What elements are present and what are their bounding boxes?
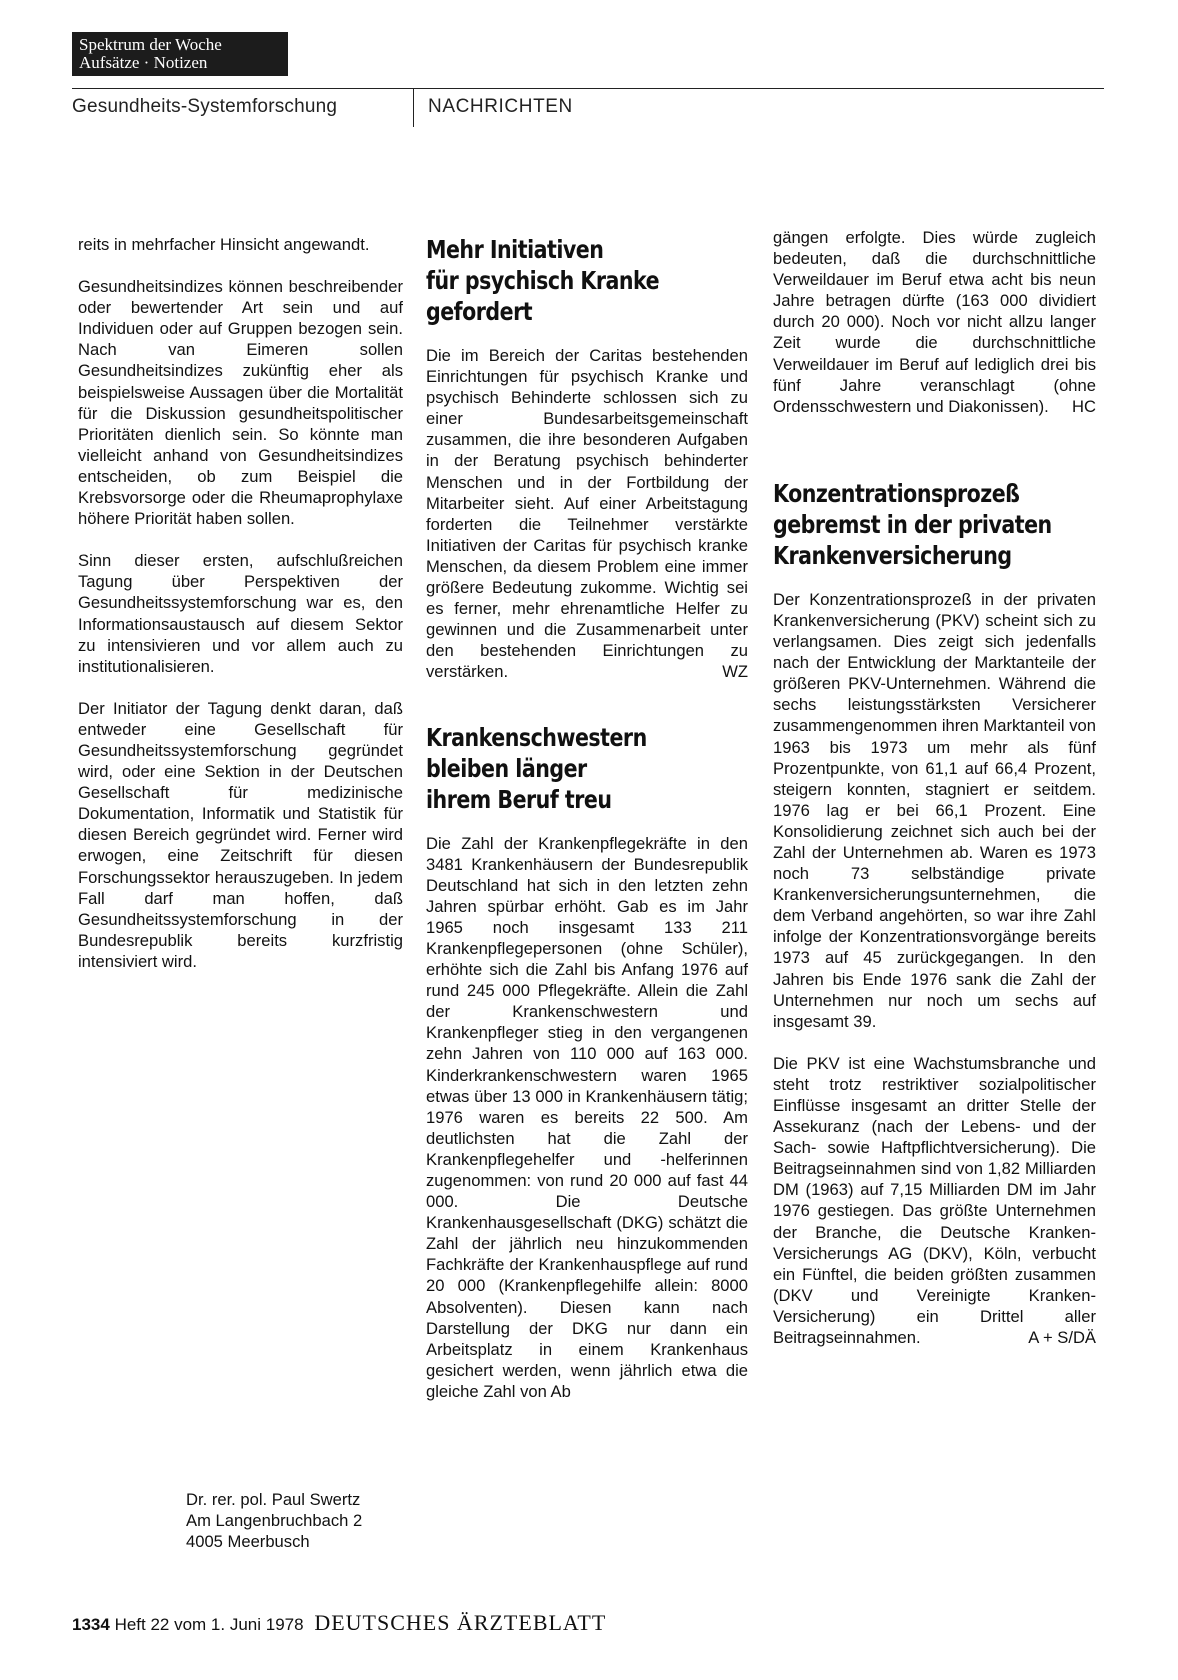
article-text: Die im Bereich der Caritas bestehenden Einrichtungen für psychisch Kranke und psychisch Behinderte schlossen sich zu einer Bundesarbeitsgemeinschaft zusammen, die ihre besonderen Aufgaben in der Beratung psychisch behinderter Menschen und in der Fortbildung der Mitarbeiter sieht. Auf einer Arbeitstagung forderten die Teilnehmer verstärkte Initiativen der Caritas für psychisch kranke Menschen, da diesem Problem eine immer größere Bedeutung zukomme. Wichtig sei es ferner, mehr ehrenamtliche Helfer zu gewinnen und die Zusammenarbeit unter den bestehenden Einrichtungen zu verstärken. — [426, 346, 748, 682]
article-body-continued — [773, 227, 1096, 417]
badge-line-1: Spektrum der Woche — [79, 35, 222, 54]
paragraph: Der Initiator der Tagung denkt daran, daß entweder eine Gesellschaft für Gesundheitssystemforschung gegründet wird, oder eine Sektion in der Deutschen Gesellschaft für medizinische Dokumentation, Informatik und Statistik für diesen Bereich gegründet wird. Ferner wird erwogen, eine Zeitschrift für diesen Forschungssektor herauszugeben. In jedem Fall darf man hoffen, daß Gesundheitssystemforschung in der Bundesrepublik bereits kurzfristig intensiviert wird. — [78, 698, 403, 971]
author-initials: A + S/DÄ — [1028, 1328, 1096, 1348]
article-headline — [773, 478, 1096, 571]
paragraph: reits in mehrfacher Hinsicht angewandt. — [78, 235, 370, 254]
author-name: Dr. rer. pol. Paul Swertz — [186, 1490, 361, 1509]
paragraph: Sinn dieser ersten, aufschlußreichen Tagung über Perspektiven der Gesundheitssystemforschung war es, den Informationsaustausch auf diesem Sektor zu intensivieren und vor allem auch zu institutionalisieren. — [78, 551, 403, 676]
section-title-right: NACHRICHTEN — [428, 96, 573, 117]
author-address — [186, 1489, 362, 1552]
section-badge — [72, 32, 288, 76]
page-footer — [72, 1610, 606, 1636]
article-body: Die Zahl der Krankenpflegekräfte in den 3481 Krankenhäusern der Bundesrepublik Deutschland hat sich in den letzten zehn Jahren spürbar erhöht. Gab es im Jahr 1965 noch insgesamt 133 211 Krankenpflegepersonen (ohne Schüler), erhöhte sich die Zahl bis Anfang 1976 auf rund 245 000 Pflegekräfte. Allein die Zahl der Krankenschwestern und Krankenpfleger stieg in den vergangenen zehn Jahren von 110 000 auf 163 000. Kinderkrankenschwestern waren 1965 etwas über 13 000 in Krankenhäusern tätig; 1976 waren es bereits 22 500. Am deutlichsten hat die Zahl der Krankenpflegehelfer und -helferinnen zugenommen: von rund 20 000 auf fast 44 000. Die Deutsche Krankenhausgesellschaft (DKG) schätzt die Zahl der jährlich neu hinzukommenden Fachkräfte der Krankenhauspflege auf rund 20 000 (Krankenpflegehilfe allein: 8000 Absolventen). Diesen kann nach Darstellung der DKG nur dann ein Arbeitsplatz in einem Krankenhaus gesichert werden, wenn jährlich etwa die gleiche Zahl von Ab — [426, 833, 748, 1401]
headline-line: ihrem Beruf treu — [426, 784, 612, 814]
paragraph: Gesundheitsindizes können beschreibender oder bewertender Art sein und auf Individuen oder auf Gruppen bezogen sein. Nach van Eimeren sollen Gesundheitsindizes zukünftig eher als beispielsweise Aussagen über die Mortalität für die Diskussion gesundheitspolitischer Prioritäten dienlich sein. So könnte man vielleicht anhand von Gesundheitsindizes entscheiden, ob zum Beispiel die Krebsvorsorge oder die Rheumaprophylaxe höhere Priorität haben sollen. — [78, 277, 403, 529]
headline-line: Krankenschwestern — [426, 722, 647, 752]
article-body — [426, 345, 748, 683]
article-body — [773, 1053, 1096, 1348]
header-rule — [72, 88, 1104, 89]
article-text: Die PKV ist eine Wachstumsbranche und steht trotz restriktiver sozialpolitischer Einflüsse insgesamt an dritter Stelle der Assekuranz (nach der Lebens- und der Sach- sowie Haftpflichtversicherung). Die Beitragseinnahmen sind von 1,82 Milliarden DM (1963) auf 7,15 Milliarden DM im Jahr 1976 gestiegen. Das größte Unternehmen der Branche, die Deutsche Kranken-Versicherungs AG (DKV), Köln, verbucht ein Fünftel, die beiden größten zusammen (DKV und Vereinigte Kranken-Versicherung) ein Drittel aller Beitragseinnahmen. — [773, 1053, 1096, 1348]
headline-line: gebremst in der privaten — [773, 509, 1052, 539]
article-headline — [426, 234, 748, 327]
magazine-title: DEUTSCHES ÄRZTEBLATT — [314, 1610, 607, 1635]
author-initials: HC — [1072, 396, 1096, 416]
article-headline — [426, 722, 748, 815]
article-text: gängen erfolgte. Dies würde zugleich bedeuten, daß die durchschnittliche Verweildauer im Beruf etwa acht bis neun Jahre betragen dürfte (163 000 dividiert durch 20 000). Noch vor nicht allzu langer Zeit wurde die durchschnittliche Verweildauer im Beruf auf lediglich drei bis fünf Jahre veranschlagt (ohne Ordensschwestern und Diakonissen). — [773, 228, 1096, 416]
issue-info: Heft 22 vom 1. Juni 1978 — [114, 1615, 304, 1634]
section-title-left: Gesundheits-Systemforschung — [72, 96, 338, 117]
author-initials: WZ — [722, 662, 748, 682]
column-middle — [426, 234, 748, 1423]
column-right — [773, 227, 1096, 1369]
page-number: 1334 — [72, 1615, 110, 1634]
author-city: 4005 Meerbusch — [186, 1532, 310, 1551]
header-divider — [413, 89, 414, 127]
headline-line: für psychisch Kranke — [426, 266, 660, 295]
author-street: Am Langenbruchbach 2 — [186, 1511, 363, 1530]
badge-line-2: Aufsätze · Notizen — [79, 53, 208, 72]
headline-line: Mehr Initiativen — [426, 235, 604, 264]
paragraph: Der Konzentrationsprozeß in der privaten Krankenversicherung (PKV) scheint sich zu verlangsamen. Dies zeigt sich jedenfalls nach der Entwicklung der Marktanteile der größeren PKV-Unternehmen. Während die sechs leistungsstärksten Versicherer zusammengenommen ihren Marktanteil von 1963 bis 1973 um mehr als fünf Prozentpunkte, von 61,1 auf 66,4 Prozent, steigern konnten, stagniert er seitdem. 1976 lag er bei 66,1 Prozent. Eine Konsolidierung zeichnet sich auch bei der Zahl der Unternehmen ab. Waren es 1973 noch 73 selbständige private Krankenversicherungsunternehmen, die dem Verband angehörten, so war ihre Zahl infolge der Konzentrationsvorgänge bereits 1973 auf 45 zurückgegangen. In den Jahren bis Ende 1976 sank die Zahl der Unternehmen nur noch um sechs auf insgesamt 39. — [773, 589, 1096, 1031]
headline-line: Konzentrationsprozeß — [773, 478, 1020, 508]
headline-line: gefordert — [426, 297, 533, 326]
headline-line: Krankenversicherung — [773, 540, 1012, 570]
column-left — [78, 234, 403, 993]
headline-line: bleiben länger — [426, 753, 587, 783]
